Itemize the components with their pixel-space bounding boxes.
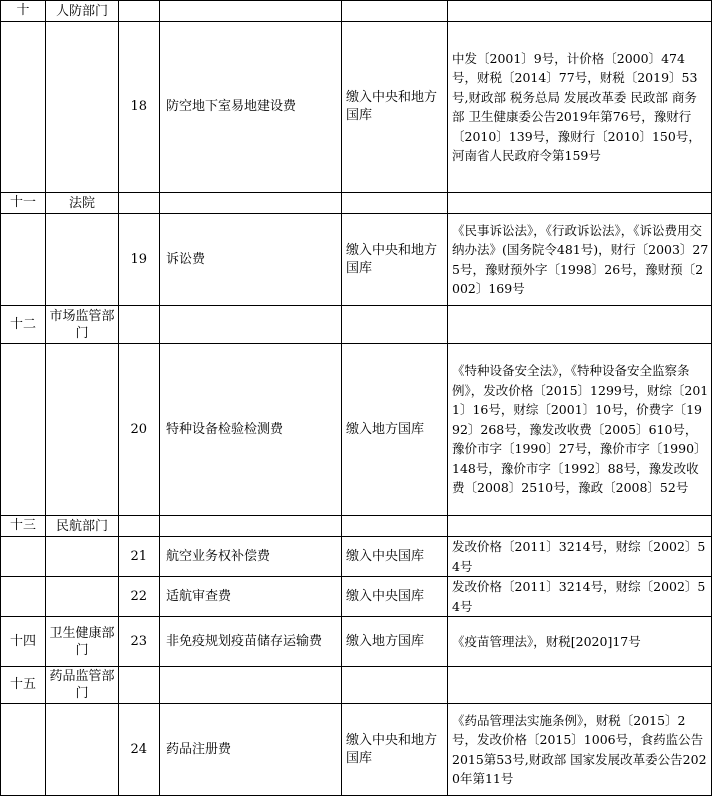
policy-basis-cell bbox=[448, 516, 712, 537]
section-row bbox=[1, 1, 712, 22]
section-row bbox=[1, 193, 712, 214]
item-number-cell: 19 bbox=[119, 214, 160, 306]
section-index-cell: 十一 bbox=[1, 193, 46, 214]
section-index-cell bbox=[1, 537, 46, 577]
table-row bbox=[1, 704, 712, 796]
item-number-cell bbox=[119, 667, 160, 704]
policy-basis-cell: 发改价格〔2011〕3214号，财综〔2002〕54号 bbox=[448, 577, 712, 617]
destination-cell bbox=[342, 667, 448, 704]
section-index-cell bbox=[1, 22, 46, 193]
item-number-cell: 21 bbox=[119, 537, 160, 577]
section-index-cell: 十四 bbox=[1, 617, 46, 667]
section-row bbox=[1, 306, 712, 344]
section-index-cell: 十五 bbox=[1, 667, 46, 704]
department-cell bbox=[46, 344, 119, 516]
policy-basis-cell bbox=[448, 1, 712, 22]
department-cell: 民航部门 bbox=[46, 516, 119, 537]
section-row bbox=[1, 667, 712, 704]
fee-name-cell bbox=[160, 306, 342, 344]
section-index-cell bbox=[1, 344, 46, 516]
department-cell: 市场监管部门 bbox=[46, 306, 119, 344]
fee-name-cell bbox=[160, 667, 342, 704]
destination-cell: 缴入中央和地方国库 bbox=[342, 214, 448, 306]
item-number-cell: 23 bbox=[119, 617, 160, 667]
department-cell bbox=[46, 214, 119, 306]
fee-name-cell bbox=[160, 193, 342, 214]
policy-basis-cell: 中发〔2001〕9号，计价格〔2000〕474号，财税〔2014〕77号，财税〔2019〕53号,财政部 税务总局 发展改革委 民政部 商务部 卫生健康委公告2019年第76号，豫财行〔2010〕139号，豫财行〔2010〕150号，河南省人民政府令第159号 bbox=[448, 22, 712, 193]
fee-table-body bbox=[1, 0, 712, 796]
fee-name-cell: 特种设备检验检测费 bbox=[160, 344, 342, 516]
item-number-cell: 24 bbox=[119, 704, 160, 796]
policy-basis-cell: 发改价格〔2011〕3214号，财综〔2002〕54号 bbox=[448, 537, 712, 577]
fee-name-cell: 航空业务权补偿费 bbox=[160, 537, 342, 577]
destination-cell: 缴入中央国库 bbox=[342, 537, 448, 577]
item-number-cell: 22 bbox=[119, 577, 160, 617]
item-number-cell bbox=[119, 516, 160, 537]
policy-basis-cell bbox=[448, 306, 712, 344]
item-number-cell: 20 bbox=[119, 344, 160, 516]
fee-name-cell: 诉讼费 bbox=[160, 214, 342, 306]
destination-cell bbox=[342, 1, 448, 22]
destination-cell bbox=[342, 306, 448, 344]
destination-cell: 缴入中央和地方国库 bbox=[342, 704, 448, 796]
table-row bbox=[1, 577, 712, 617]
policy-basis-cell: 《药品管理法实施条例》，财税〔2015〕2号，发改价格〔2015〕1006号，食药监公告2015第53号,财政部 国家发展改革委公告2020年第11号 bbox=[448, 704, 712, 796]
policy-basis-cell bbox=[448, 667, 712, 704]
department-cell bbox=[46, 537, 119, 577]
fee-name-cell bbox=[160, 1, 342, 22]
policy-basis-cell: 《特种设备安全法》，《特种设备安全监察条例》，发改价格〔2015〕1299号，财综〔2011〕16号，财综〔2001〕10号，价费字〔1992〕268号，豫发改收费〔2005〕610号，豫价市字〔1990〕27号，豫价市字〔1990〕148号，豫价市字〔1992〕88号，豫发改收费〔2008〕2510号，豫政〔2008〕52号 bbox=[448, 344, 712, 516]
table-row bbox=[1, 537, 712, 577]
table-row bbox=[1, 22, 712, 193]
table-row bbox=[1, 214, 712, 306]
department-cell bbox=[46, 577, 119, 617]
department-cell: 人防部门 bbox=[46, 1, 119, 22]
destination-cell: 缴入地方国库 bbox=[342, 344, 448, 516]
destination-cell bbox=[342, 516, 448, 537]
fee-name-cell bbox=[160, 516, 342, 537]
section-index-cell bbox=[1, 704, 46, 796]
section-index-cell: 十三 bbox=[1, 516, 46, 537]
item-number-cell: 18 bbox=[119, 22, 160, 193]
department-cell: 药品监管部门 bbox=[46, 667, 119, 704]
section-index-cell: 十 bbox=[1, 1, 46, 22]
fee-name-cell: 防空地下室易地建设费 bbox=[160, 22, 342, 193]
item-number-cell bbox=[119, 1, 160, 22]
destination-cell: 缴入中央和地方国库 bbox=[342, 22, 448, 193]
policy-basis-cell bbox=[448, 193, 712, 214]
section-index-cell bbox=[1, 577, 46, 617]
department-cell: 卫生健康部门 bbox=[46, 617, 119, 667]
item-number-cell bbox=[119, 306, 160, 344]
destination-cell: 缴入中央国库 bbox=[342, 577, 448, 617]
table-row bbox=[1, 344, 712, 516]
fee-name-cell: 适航审查费 bbox=[160, 577, 342, 617]
item-number-cell bbox=[119, 193, 160, 214]
department-cell: 法院 bbox=[46, 193, 119, 214]
section-index-cell bbox=[1, 214, 46, 306]
department-cell bbox=[46, 704, 119, 796]
destination-cell: 缴入地方国库 bbox=[342, 617, 448, 667]
destination-cell bbox=[342, 193, 448, 214]
section-index-cell: 十二 bbox=[1, 306, 46, 344]
fee-name-cell: 药品注册费 bbox=[160, 704, 342, 796]
policy-basis-cell: 《民事诉讼法》，《行政诉讼法》，《诉讼费用交纳办法》(国务院令481号)，财行〔2003〕275号，豫财预外字〔1998〕26号，豫财预〔2002〕169号 bbox=[448, 214, 712, 306]
table-row bbox=[1, 617, 712, 667]
policy-basis-cell: 《疫苗管理法》，财税[2020]17号 bbox=[448, 617, 712, 667]
section-row bbox=[1, 516, 712, 537]
fee-name-cell: 非免疫规划疫苗储存运输费 bbox=[160, 617, 342, 667]
department-cell bbox=[46, 22, 119, 193]
